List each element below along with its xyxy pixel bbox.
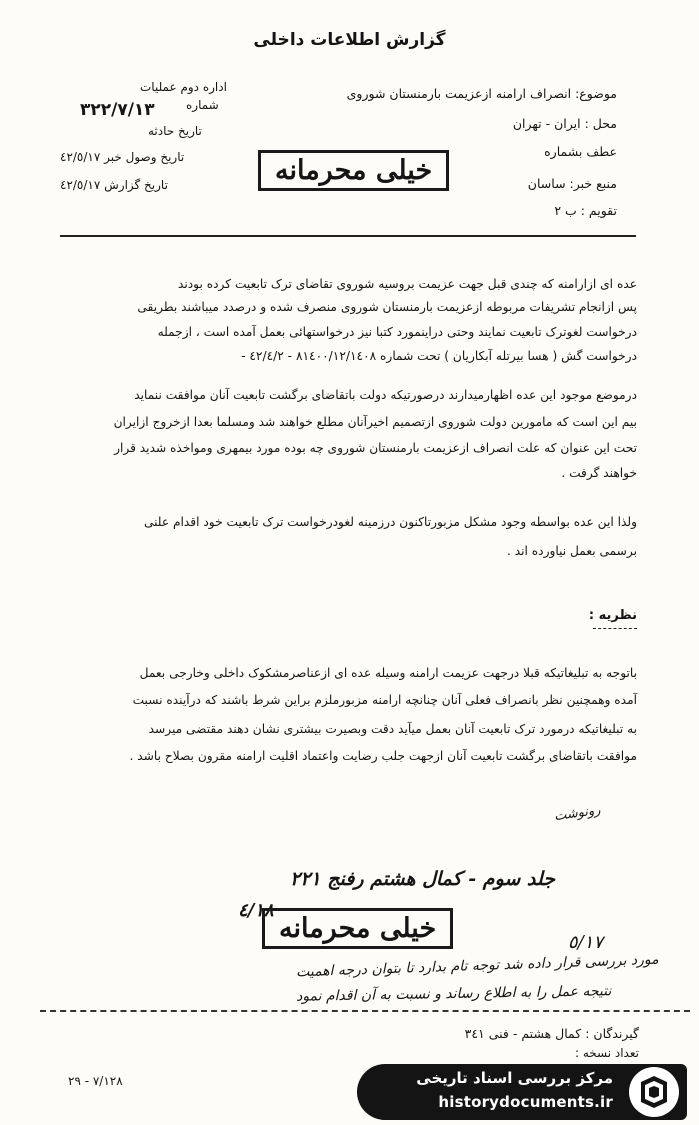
opinion-underline [593, 628, 637, 630]
date-mark-handwritten: ٥/١٧ [567, 932, 603, 953]
opinion-line: باتوجه به تبلیغاتیکه قبلا درجهت عزیمت ارامنه وسیله عده ای ازعناصرمشکوک داخلی وخارجی بعمل [139, 666, 637, 680]
body-line: بیم این است که مامورین دولت شوروی ازتصمیم اخیرآنان مطلع خواهند شد ومسلما بعدا ازخروج ازایران [113, 415, 637, 429]
classification-stamp-bottom: خیلی محرمانه [262, 908, 453, 949]
location-line: محل : ایران - تهران [512, 116, 617, 131]
opinion-line: موافقت باتقاضای برگشت تابعیت آنان ازجهت جلب رضایت واعتماد اقلیت ارامنه مقرون بصلاح باشد . [129, 749, 637, 763]
form-code: ٧/١٢٨ - ٢٩ [68, 1074, 123, 1088]
department-line: اداره دوم عملیات [140, 80, 227, 94]
body-line: درخواست لغوترک تابعیت نمایند وحتی دراینمورد کتبا نیز درخواستهائی بعمل آمده است ، ازجمله [157, 325, 637, 339]
recipients-line: گیرندگان : کمال هشتم - فنی ٣٤١ [464, 1026, 639, 1041]
opinion-heading: نظریه : [588, 608, 637, 623]
watermark-url: historydocuments.ir [438, 1093, 613, 1111]
handwritten-comment-1: مورد بررسی قرار داده شد توجه تام بدارد تا بتوان درجه اهمیت [296, 951, 660, 981]
header-divider [60, 235, 636, 237]
body-line: پس ازانجام تشریفات مربوطه ازعزیمت بارمنستان شوروی منصرف شده و درصدد میباشند بطریقی [137, 300, 637, 314]
number-label: شماره [186, 98, 219, 112]
body-line: عده ای ازارامنه که چندی قبل جهت عزیمت بروسیه شوروی تقاضای ترک تابعیت کرده بودند [177, 277, 637, 291]
classification-stamp: خیلی محرمانه [258, 150, 449, 191]
subject-line: موضوع: انصراف ارامنه ازعزیمت بارمنستان شوروی [346, 86, 617, 101]
reference-line: عطف بشماره [544, 144, 617, 159]
opinion-line: به تبلیغاتیکه درمورد ترک تابعیت آنان بعمل میآید دقت وبصیرت بیشتری نشان دهند مقتضی میرسد [148, 722, 637, 736]
handwritten-comment-2: نتیجه عمل را به اطلاع رساند و نسبت به آن اقدام نمود [295, 983, 612, 1005]
body-line: برسمی بعمل نیاورده اند . [507, 544, 637, 558]
body-line: خواهند گرفت . [561, 466, 637, 480]
evaluation-line: تقویم : ب ٢ [554, 203, 617, 218]
opinion-line: آمده وهمچنین نظر بانصراف فعلی آنان چنانچه ارامنه مزبورملزم براین شرط باشند که درآینده نسبت [132, 693, 637, 707]
source-line: منبع خبر: ساسان [527, 176, 617, 191]
document-number: ٣٢٢/٧/١٣ [80, 100, 155, 120]
body-line: تحت این عنوان که علت انصراف ازعزیمت بارمنستان شوروی چه بوده مورد بیمهری ومواخذه شدید قرار [114, 441, 637, 455]
copies-line: تعداد نسخه : [574, 1046, 639, 1060]
body-line: درخواست گش ( هسا بیرتله آبکاریان ) تحت شماره ٨١٤٠٠/١٢/١٤٠٨ - ٤٢/٤/٢ - [241, 349, 637, 363]
incident-date: تاریخ حادثه [148, 124, 202, 138]
report-title: گزارش اطلاعات داخلی [253, 30, 446, 50]
watermark-name: مرکز بررسی اسناد تاریخی [416, 1069, 613, 1087]
ref-mark-handwritten: ٤/١٨ [238, 900, 274, 921]
report-date: تاریخ گزارش ٤٢/٥/١٧ [60, 178, 168, 192]
margin-note-handwritten: رونوشت [553, 802, 602, 825]
bottom-divider [40, 1010, 690, 1012]
body-line: درموضع موجود این عده اظهارمیدارند درصورتیکه دولت باتقاضای برگشت تابعیت آنان موافقت ننماید [134, 388, 637, 402]
circulation-handwritten: جلد سوم - کمال هشتم رفنج ٢٢١ [290, 868, 555, 890]
archive-logo-icon [627, 1066, 681, 1118]
body-line: ولذا این عده بواسطه وجود مشکل مزبورتاکنون درزمینه لغودرخواست ترک تابعیت خود اقدام علنی [143, 515, 637, 529]
receipt-date: تاریخ وصول خبر ٤٢/٥/١٧ [60, 150, 185, 164]
